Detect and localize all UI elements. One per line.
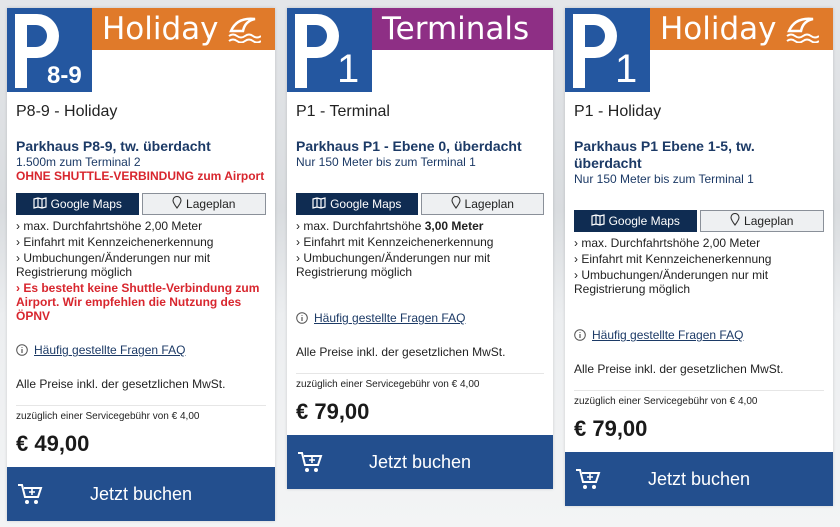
lageplan-label: Lageplan <box>186 197 236 211</box>
info-icon <box>574 329 586 341</box>
banner-label: Holiday <box>660 11 777 47</box>
p-number: 1 <box>615 47 638 91</box>
price: € 79,00 <box>574 416 648 441</box>
parking-logo <box>287 8 553 92</box>
google-maps-label: Google Maps <box>608 214 680 228</box>
feature-list <box>296 219 544 281</box>
vat-note: Alle Preise inkl. der gesetzlichen MwSt. <box>16 377 266 406</box>
price: € 79,00 <box>296 399 370 424</box>
chevron-right-icon: › <box>16 281 24 295</box>
feature-list <box>574 236 824 298</box>
feature-item <box>296 235 544 249</box>
feature-text: max. Durchfahrtshöhe 2,00 Meter <box>581 236 761 250</box>
parking-heading: Parkhaus P1 - Ebene 0, überdacht <box>296 138 522 154</box>
feature-text: Umbuchungen/Änderungen nur mit Registrierung möglich <box>296 251 491 279</box>
category-banner <box>372 8 553 50</box>
vat-note: Alle Preise inkl. der gesetzlichen MwSt. <box>574 362 824 391</box>
faq-link[interactable]: Häufig gestellte Fragen FAQ <box>34 343 186 357</box>
banner-label: Terminals <box>382 11 530 47</box>
feature-text: Umbuchungen/Änderungen nur mit Registrierung möglich <box>574 268 769 296</box>
p-number: 8-9 <box>47 62 82 89</box>
feature-text: Umbuchungen/Änderungen nur mit Registrierung möglich <box>16 251 211 279</box>
google-maps-button[interactable] <box>296 193 418 215</box>
map-icon <box>312 197 326 212</box>
lageplan-label: Lageplan <box>744 214 794 228</box>
wave-icon <box>785 15 819 43</box>
chevron-right-icon: › <box>296 235 304 249</box>
feature-text: Es besteht keine Shuttle-Verbindung zum Airport. Wir empfehlen die Nutzung des ÖPNV <box>16 281 260 323</box>
feature-item <box>16 251 266 279</box>
feature-item <box>16 219 266 233</box>
chevron-right-icon: › <box>16 219 24 233</box>
lageplan-button[interactable] <box>700 210 825 232</box>
cart-icon <box>575 468 615 490</box>
parking-card <box>565 8 833 506</box>
chevron-right-icon: › <box>296 219 304 233</box>
price: € 49,00 <box>16 431 90 456</box>
cart-icon <box>297 451 337 473</box>
distance-text: 1.500m zum Terminal 2 <box>16 155 141 169</box>
p-letter-icon <box>573 14 617 88</box>
feature-text: Einfahrt mit Kennzeichenerkennung <box>581 252 772 266</box>
book-now-label: Jetzt buchen <box>647 468 751 489</box>
service-fee: zuzüglich einer Servicegebühr von € 4,00 <box>296 379 480 390</box>
service-fee: zuzüglich einer Servicegebühr von € 4,00 <box>16 411 200 422</box>
parking-card <box>287 8 553 489</box>
p-sign <box>287 8 372 92</box>
google-maps-button[interactable] <box>16 193 139 215</box>
feature-text: max. Durchfahrtshöhe <box>303 219 425 233</box>
distance-text: Nur 150 Meter bis zum Terminal 1 <box>296 155 476 169</box>
book-now-button[interactable] <box>7 467 275 521</box>
feature-bold: 3,00 Meter <box>424 219 484 233</box>
feature-text: Einfahrt mit Kennzeichenerkennung <box>23 235 214 249</box>
parking-heading: Parkhaus P8-9, tw. überdacht <box>16 138 211 154</box>
vat-note: Alle Preise inkl. der gesetzlichen MwSt. <box>296 345 544 374</box>
feature-list <box>16 219 266 325</box>
card-title: P8-9 - Holiday <box>16 103 118 120</box>
info-icon <box>16 344 28 356</box>
p-letter-icon <box>295 14 339 88</box>
p-sign <box>565 8 650 92</box>
card-title: P1 - Terminal <box>296 103 390 120</box>
pin-icon <box>730 213 740 229</box>
map-icon <box>33 197 47 212</box>
banner-label: Holiday <box>102 11 219 47</box>
faq-link[interactable]: Häufig gestellte Fragen FAQ <box>592 328 744 342</box>
p-number: 1 <box>337 47 360 91</box>
card-title: P1 - Holiday <box>574 103 662 120</box>
chevron-right-icon: › <box>16 235 24 249</box>
book-now-label: Jetzt buchen <box>368 451 472 472</box>
lageplan-button[interactable] <box>142 193 267 215</box>
info-icon <box>296 312 308 324</box>
faq-link[interactable]: Häufig gestellte Fragen FAQ <box>314 311 466 325</box>
parking-heading: Parkhaus P1 Ebene 1-5, tw. überdacht <box>574 138 755 171</box>
google-maps-label: Google Maps <box>330 197 402 211</box>
feature-item <box>296 219 544 233</box>
book-now-button[interactable] <box>565 452 833 506</box>
google-maps-label: Google Maps <box>50 197 122 211</box>
google-maps-button[interactable] <box>574 210 697 232</box>
feature-item <box>296 251 544 279</box>
feature-item <box>16 235 266 249</box>
feature-text: max. Durchfahrtshöhe 2,00 Meter <box>23 219 203 233</box>
chevron-right-icon: › <box>574 268 582 282</box>
parking-logo <box>7 8 275 92</box>
book-now-label: Jetzt buchen <box>89 483 193 504</box>
chevron-right-icon: › <box>296 251 304 265</box>
chevron-right-icon: › <box>16 251 24 265</box>
parking-logo <box>565 8 833 92</box>
pin-icon <box>172 196 182 212</box>
wave-icon <box>227 15 261 43</box>
category-banner <box>92 8 275 50</box>
service-fee: zuzüglich einer Servicegebühr von € 4,00 <box>574 396 758 407</box>
book-now-button[interactable] <box>287 435 553 489</box>
cart-icon <box>17 483 57 505</box>
feature-text: Einfahrt mit Kennzeichenerkennung <box>303 235 494 249</box>
lageplan-label: Lageplan <box>464 197 514 211</box>
p-sign <box>7 8 92 92</box>
feature-item <box>574 268 824 296</box>
category-banner <box>650 8 833 50</box>
chevron-right-icon: › <box>574 236 582 250</box>
lageplan-button[interactable] <box>421 193 545 215</box>
feature-item <box>574 252 824 266</box>
map-icon <box>591 214 605 229</box>
shuttle-warning: OHNE SHUTTLE-VERBINDUNG zum Airport <box>16 169 265 183</box>
feature-item <box>574 236 824 250</box>
pin-icon <box>451 196 461 212</box>
chevron-right-icon: › <box>574 252 582 266</box>
distance-text: Nur 150 Meter bis zum Terminal 1 <box>574 172 754 186</box>
feature-item <box>16 281 266 323</box>
parking-card <box>7 8 275 521</box>
